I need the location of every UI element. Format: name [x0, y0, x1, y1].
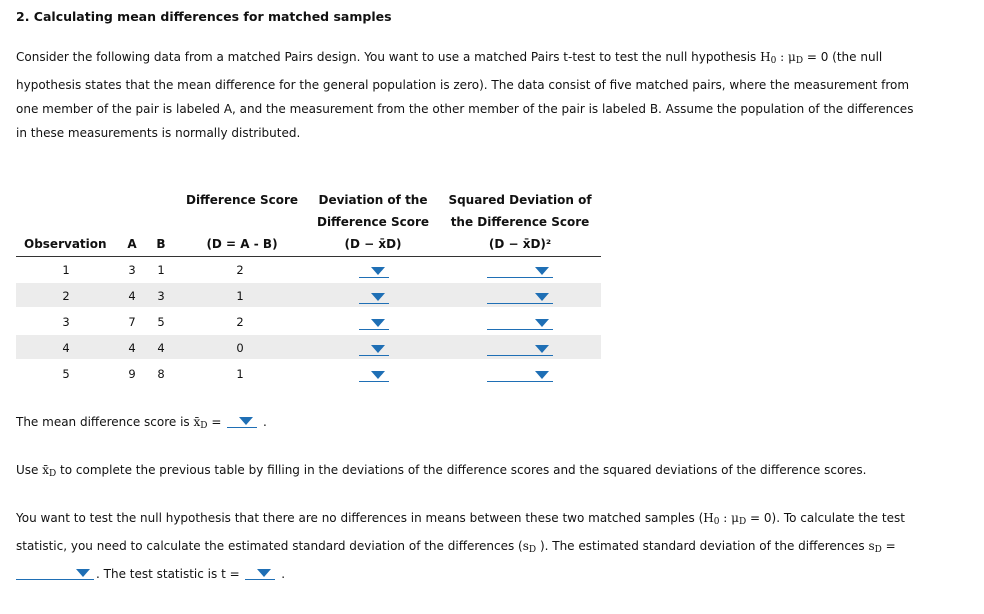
obs-cell: 4	[62, 341, 70, 355]
instruction-line: Use $x̄_D$ to complete the previous table by filling in the deviations of the difference scores and the squared deviations of the difference scores.	[16, 463, 867, 479]
header-deviation-formula: (D − x̄D)	[344, 237, 402, 251]
chevron-down-icon	[535, 319, 549, 327]
intro-paragraph	[16, 45, 946, 145]
chevron-down-icon	[239, 417, 253, 425]
squared-deviation-dropdown-5[interactable]	[487, 366, 553, 382]
b-cell: 8	[157, 367, 165, 381]
deviation-dropdown-2[interactable]	[359, 288, 389, 304]
header-deviation: Deviation of the Difference Score	[316, 193, 430, 229]
table-row	[0, 259, 620, 283]
table-row	[0, 361, 620, 385]
header-b: B	[156, 237, 166, 251]
deviation-dropdown-5[interactable]	[359, 366, 389, 382]
obs-cell: 3	[62, 315, 70, 329]
obs-cell: 5	[62, 367, 70, 381]
header-squared-formula: (D − x̄D)²	[488, 237, 552, 251]
chevron-down-icon	[371, 293, 385, 301]
d-cell: 1	[236, 289, 244, 303]
intro-line-3: one member of the pair is labeled A, and the measurement from the other member of the pair is labeled B. Assume the population of the differences	[16, 102, 914, 116]
squared-deviation-dropdown-3[interactable]	[487, 314, 553, 330]
table-row	[0, 309, 620, 333]
a-cell: 4	[128, 289, 136, 303]
a-cell: 3	[128, 263, 136, 277]
table-row	[0, 335, 620, 359]
chevron-down-icon	[371, 345, 385, 353]
d-cell: 0	[236, 341, 244, 355]
obs-cell: 2	[62, 289, 70, 303]
intro-line-2: hypothesis states that the mean difference for the general population is zero). The data consist of five matched pairs, where the measurement from	[16, 78, 910, 92]
chevron-down-icon	[535, 345, 549, 353]
d-cell: 2	[236, 263, 244, 277]
deviation-dropdown-1[interactable]	[359, 262, 389, 278]
d-cell: 2	[236, 315, 244, 329]
obs-cell: 1	[62, 263, 70, 277]
mean-difference-dropdown[interactable]	[227, 412, 257, 428]
mean-difference-line: The mean difference score is $x̄_D$ = .	[16, 410, 946, 438]
header-squared-deviation: Squared Deviation of the Difference Score	[448, 193, 592, 229]
deviation-dropdown-4[interactable]	[359, 340, 389, 356]
squared-deviation-dropdown-4[interactable]	[487, 340, 553, 356]
chevron-down-icon	[371, 267, 385, 275]
header-observation: Observation	[24, 237, 107, 251]
d-cell: 1	[236, 367, 244, 381]
chevron-down-icon	[535, 267, 549, 275]
b-cell: 1	[157, 263, 165, 277]
test-line-1: You want to test the null hypothesis that there are no differences in means between these two matched samples ($H_0$ : $\mu_D = 0$). To calculate the test	[16, 511, 905, 527]
chevron-down-icon	[257, 569, 271, 577]
test-statistic-paragraph	[16, 506, 946, 586]
a-cell: 7	[128, 315, 136, 329]
squared-deviation-dropdown-1[interactable]	[487, 262, 553, 278]
squared-deviation-dropdown-2[interactable]	[487, 288, 553, 304]
test-statistic-dropdown[interactable]	[245, 564, 275, 580]
chevron-down-icon	[535, 293, 549, 301]
std-deviation-dropdown[interactable]	[16, 564, 94, 580]
a-cell: 4	[128, 341, 136, 355]
intro-line-1: Consider the following data from a matched Pairs design. You want to use a matched Pairs t-test to test the null hypothesis $H_0$ : $\mu_D = 0$ (the null	[16, 50, 883, 66]
intro-line-4: in these measurements is normally distributed.	[16, 126, 301, 140]
chevron-down-icon	[371, 319, 385, 327]
b-cell: 3	[157, 289, 165, 303]
a-cell: 9	[128, 367, 136, 381]
chevron-down-icon	[371, 371, 385, 379]
chevron-down-icon	[535, 371, 549, 379]
b-cell: 4	[157, 341, 165, 355]
test-line-2: statistic, you need to calculate the estimated standard deviation of the differences ($s_D$ ). The estimated standard deviation of the differences $s_D$ =	[16, 539, 896, 555]
deviation-dropdown-3[interactable]	[359, 314, 389, 330]
header-divider	[16, 256, 601, 257]
chevron-down-icon	[76, 569, 90, 577]
b-cell: 5	[157, 315, 165, 329]
header-difference-formula: (D = A - B)	[206, 237, 278, 251]
test-line-3: . The test statistic is t = .	[16, 562, 946, 586]
header-a: A	[127, 237, 137, 251]
header-difference-score: Difference Score	[185, 193, 299, 207]
table-row	[0, 283, 620, 307]
question-title: 2. Calculating mean differences for matched samples	[16, 9, 392, 24]
